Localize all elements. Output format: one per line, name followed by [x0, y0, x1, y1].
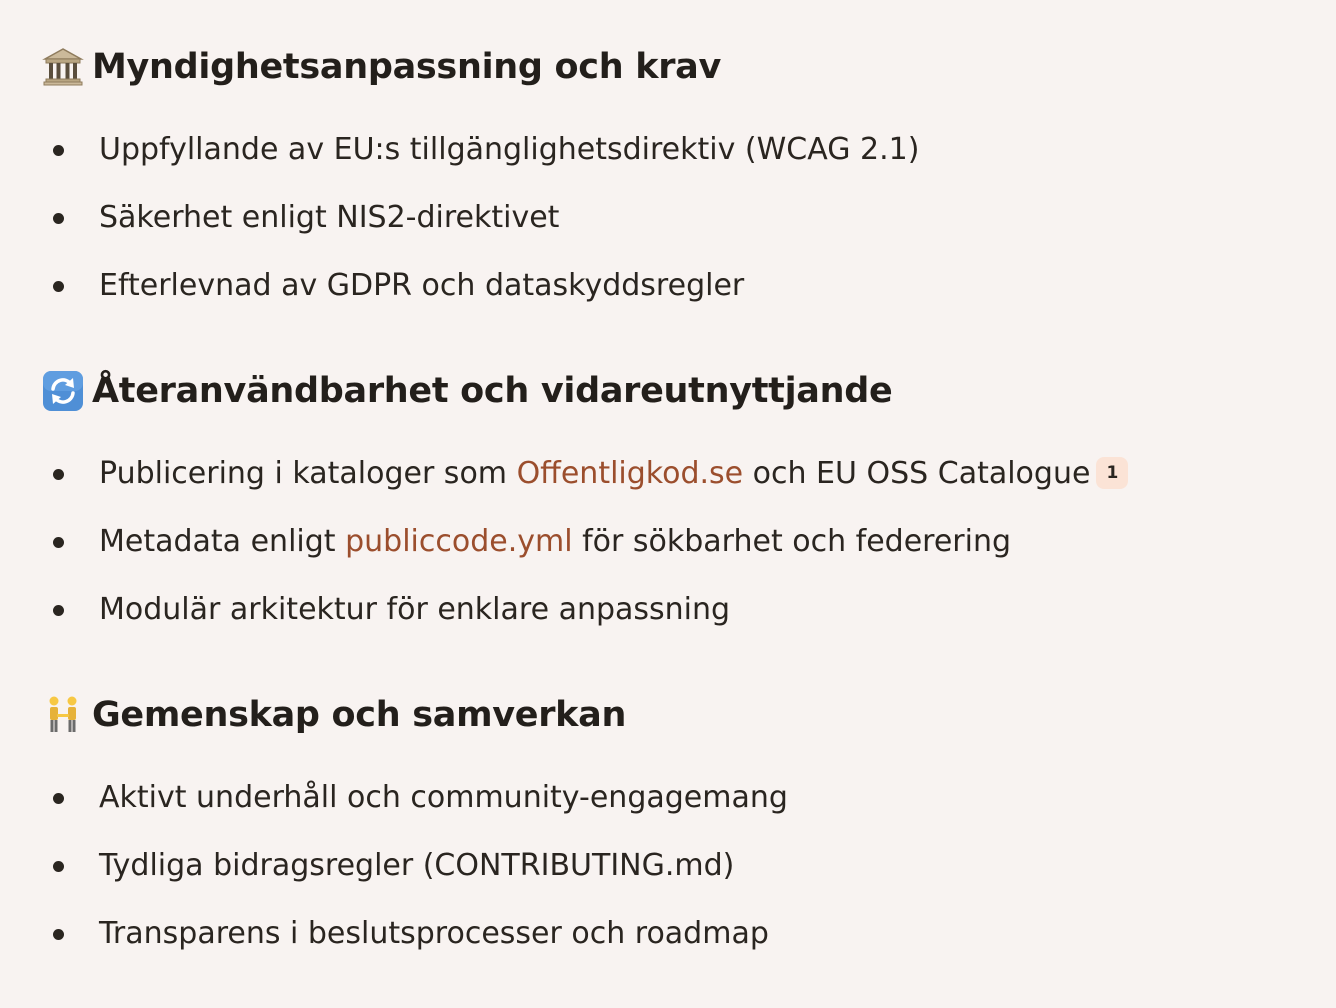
bullet-icon: [53, 929, 64, 940]
list-item-text: Publicering i kataloger som: [99, 456, 517, 491]
list-item-text: Transparens i beslutsprocesser och roadmap: [99, 916, 769, 951]
list-item-text: Modulär arkitektur för enklare anpassning: [99, 592, 731, 627]
bullet-icon: [53, 281, 64, 292]
list-item-text: Aktivt underhåll och community-engagemang: [99, 780, 788, 815]
bullet-list: [42, 440, 1302, 644]
bullet-icon: [53, 213, 64, 224]
bullet-icon: [53, 537, 64, 548]
list-item: [42, 116, 1302, 184]
list-item: [42, 184, 1302, 252]
citation-badge[interactable]: 1: [1096, 457, 1128, 489]
publiccode-link[interactable]: publiccode.yml: [345, 524, 573, 559]
arrows-cycle-icon: [42, 370, 84, 412]
bullet-icon: [53, 469, 64, 480]
bullet-icon: [53, 605, 64, 616]
list-item-text: Uppfyllande av EU:s tillgänglighetsdirektiv (WCAG 2.1): [99, 132, 920, 167]
list-item: [42, 508, 1302, 576]
classical-building-icon: [42, 46, 84, 88]
bullet-icon: [53, 793, 64, 804]
section-heading: [42, 690, 1302, 740]
list-item: [42, 576, 1302, 644]
bullet-icon: [53, 861, 64, 872]
section-title: Gemenskap och samverkan: [92, 695, 627, 735]
list-item-text: Säkerhet enligt NIS2-direktivet: [99, 200, 560, 235]
list-item-text: för sökbarhet och federering: [572, 524, 1012, 559]
section-ateranvandbarhet: [42, 366, 1302, 644]
section-heading: [42, 366, 1302, 416]
list-item-text: och EU OSS Catalogue: [743, 456, 1091, 491]
list-item: [42, 252, 1302, 320]
list-item: [42, 764, 1302, 832]
list-item-text: Metadata enligt: [99, 524, 346, 559]
list-item: [42, 440, 1302, 508]
section-myndighetsanpassning: [42, 42, 1302, 320]
offentligkod-link[interactable]: Offentligkod.se: [516, 456, 744, 491]
bullet-icon: [53, 145, 64, 156]
people-holding-hands-icon: [42, 694, 84, 736]
section-title: Myndighetsanpassning och krav: [92, 47, 721, 87]
section-title: Återanvändbarhet och vidareutnyttjande: [92, 371, 893, 411]
list-item: [42, 832, 1302, 900]
section-heading: [42, 42, 1302, 92]
list-item: [42, 900, 1302, 968]
list-item-text: Efterlevnad av GDPR och dataskyddsregler: [99, 268, 745, 303]
bullet-list: [42, 116, 1302, 320]
section-gemenskap: [42, 690, 1302, 968]
bullet-list: [42, 764, 1302, 968]
list-item-text: Tydliga bidragsregler (CONTRIBUTING.md): [99, 848, 735, 883]
